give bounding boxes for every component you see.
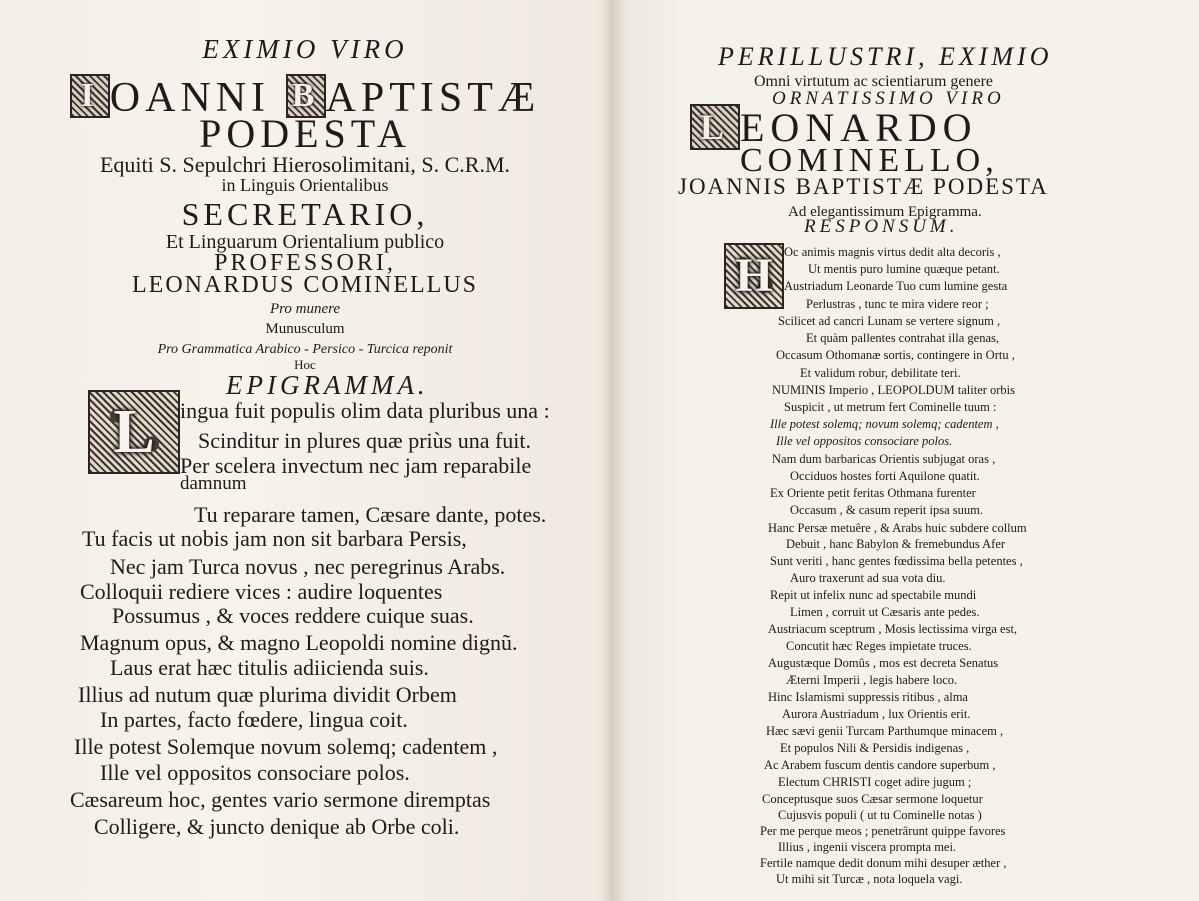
poem-line: Nam dum barbaricas Orientis subjugat oras ,: [772, 452, 996, 466]
poem-line: In partes, facto fœdere, lingua coit.: [100, 707, 408, 732]
author-name: LEONARDUS COMINELLUS: [132, 272, 478, 298]
poem-line: Augustæque Domûs , mos est decreta Senatus: [768, 656, 999, 670]
poem-line: Cæsareum hoc, gentes vario sermone diremptas: [70, 787, 491, 812]
poem-line: damnum: [180, 473, 247, 494]
poem-line: Nec jam Turca novus , nec peregrinus Arabs.: [110, 554, 506, 579]
professori-heading: PROFESSORI,: [214, 250, 396, 276]
poem-line: NUMINIS Imperio , LEOPOLDUM taliter orbis: [772, 383, 1016, 397]
poem-line: Repit ut infelix nunc ad spectabile mundi: [770, 588, 977, 602]
omni-line: Omni virtutum ac scientiarum genere: [754, 73, 994, 90]
poem-line: Cujusvis populi ( ut tu Cominelle notas ): [778, 808, 982, 822]
epigramma-heading: EPIGRAMMA.: [226, 370, 429, 400]
poem-line: Tu reparare tamen, Cæsare dante, potes.: [194, 502, 547, 527]
poem-line: Occasum Othomanæ sortis, contingere in Ortu ,: [776, 348, 1015, 362]
joannis-line: JOANNIS BAPTISTÆ PODESTA: [678, 174, 1049, 199]
poem-line: Colligere, & juncto denique ab Orbe coli.: [94, 814, 460, 839]
poem-line: Ut mihi sit Turcæ , nota loquela vagi.: [776, 872, 963, 886]
poem-line: Sunt veriti , hanc gentes fœdissima bella petentes ,: [770, 554, 1023, 568]
poem-line: Et quàm pallentes contrahat illa genas,: [806, 331, 999, 345]
poem-line: Ex Oriente petit feritas Othmana furenter: [770, 486, 976, 500]
title-line-linguis: in Linguis Orientalibus: [221, 175, 389, 195]
poem-line: Hinc Islamismi suppressis ritibus , alma: [768, 690, 968, 704]
poem-line: Oc animis magnis virtus dedit alta decoris ,: [784, 245, 1001, 259]
poem-line: Ille potest Solemque novum solemq; cadentem ,: [74, 734, 498, 759]
poem-line: Possumus , & voces reddere cuique suas.: [112, 603, 474, 628]
poem-line: Hæc sævi genii Turcam Parthumque minacem ,: [766, 724, 1004, 738]
poem-line: Electum CHRISTI coget adire jugum ;: [778, 775, 972, 789]
poem-line: Ut mentis puro lumine quæque petant.: [808, 262, 1000, 276]
poem-line: Conceptusque suos Cæsar sermone loquetur: [762, 792, 983, 806]
poem-line: Austriadum Leonarde Tuo cum lumine gesta: [784, 279, 1008, 293]
poem-line: Ille vel oppositos consociare polos.: [776, 434, 953, 448]
honoree-first-name: I OANNI B APTISTÆ: [0, 74, 610, 122]
poem-line: Æterni Imperii , legis habere loco.: [786, 673, 958, 687]
poem-line: Illius ad nutum quæ plurima dividit Orbem: [78, 682, 457, 707]
poem-line: ingua fuit populis olim data pluribus una :: [180, 398, 550, 423]
poem-line: Ille potest solemq; novum solemq; cadentem ,: [770, 417, 999, 431]
decorated-initial-i: I: [70, 74, 110, 118]
poem-line: Illius , ingenii viscera prompta mei.: [778, 840, 957, 854]
poem-line: Per me perque meos ; penetrârunt quippe favores: [760, 824, 1006, 838]
right-page: [610, 0, 1199, 901]
poem-line: Debuit , hanc Babylon & fremebundus Afer: [786, 537, 1006, 551]
poem-line: Auro traxerunt ad sua vota diu.: [790, 571, 946, 585]
poem-line: Laus erat hæc titulis adiicienda suis.: [110, 655, 429, 680]
decorated-initial-l: L: [88, 390, 180, 474]
poem-line: Suspicit , ut metrum fert Cominelle tuum :: [784, 400, 997, 414]
book-gutter: [598, 0, 626, 901]
poem-line: Occiduos hostes forti Aquilone quatit.: [790, 469, 980, 483]
honoree-surname: PODESTA: [199, 111, 411, 156]
poem-line: Occasum , & casum reperit ipsa suum.: [790, 503, 984, 517]
poem-line: Magnum opus, & magno Leopoldi nomine dignũ.: [80, 630, 518, 655]
secretario-heading: SECRETARIO,: [181, 196, 429, 232]
poem-line: Et validum robur, debilitate teri.: [800, 366, 961, 380]
poem-line: Limen , corruit ut Cæsaris ante pedes.: [790, 605, 980, 619]
poem-line: Concutit hæc Reges impietate truces.: [786, 639, 972, 653]
poem-line: Perlustras , tunc te mira videre reor ;: [806, 297, 989, 311]
poem-line: Et populos Nili & Persidis indigenas ,: [780, 741, 970, 755]
hoc: Hoc: [294, 357, 316, 372]
title-line-equiti: Equiti S. Sepulchri Hierosolimitani, S. C.R.M.: [99, 152, 511, 177]
pro-munere: Pro munere: [269, 301, 341, 317]
poem-line: Ac Arabem fuscum dentis candore superbum ,: [764, 758, 996, 772]
poem-line: Tu facis ut nobis jam non sit barbara Persis,: [82, 526, 467, 551]
pro-grammatica: Pro Grammatica Arabico - Persico - Turcica reponit: [157, 342, 453, 357]
responsum-heading: RESPONSUM.: [804, 216, 959, 237]
decorated-initial-l2: L: [690, 104, 740, 150]
decorated-initial-h: H: [724, 243, 784, 309]
poem-line: Scinditur in plures quæ priùs una fuit.: [198, 428, 532, 453]
dedication-heading: EXIMIO VIRO: [202, 34, 408, 64]
addressee-surname: COMINELLO,: [740, 142, 999, 179]
decorated-initial-b: B: [286, 74, 326, 118]
addressee-first-name: L EONARDO: [690, 104, 978, 151]
poem-line: Hanc Persæ metuêre , & Arabs huic subdere collum: [768, 521, 1027, 535]
perillustri-heading: PERILLUSTRI, EXIMIO: [718, 42, 1053, 71]
poem-line: Scilicet ad cancri Lunam se vertere signum ,: [778, 314, 1001, 328]
poem-line: Colloquii rediere vices : audire loquentes: [80, 579, 443, 604]
ornatissimo-heading: ORNATISSIMO VIRO: [772, 88, 1005, 109]
poem-line: Per scelera invectum nec jam reparabile: [180, 453, 532, 478]
poem-line: Ille vel oppositos consociare polos.: [100, 760, 410, 785]
poem-line: Fertile namque dedit donum mihi desuper æther ,: [760, 856, 1007, 870]
poem-line: Austriacum sceptrum , Mosis lectissima virga est,: [768, 622, 1018, 636]
munusculum: Munusculum: [265, 321, 345, 337]
ad-line: Ad elegantissimum Epigramma.: [788, 204, 982, 220]
title-line-et: Et Linguarum Orientalium publico: [165, 231, 445, 253]
poem-line: Aurora Austriadum , lux Orientis erit.: [782, 707, 971, 721]
